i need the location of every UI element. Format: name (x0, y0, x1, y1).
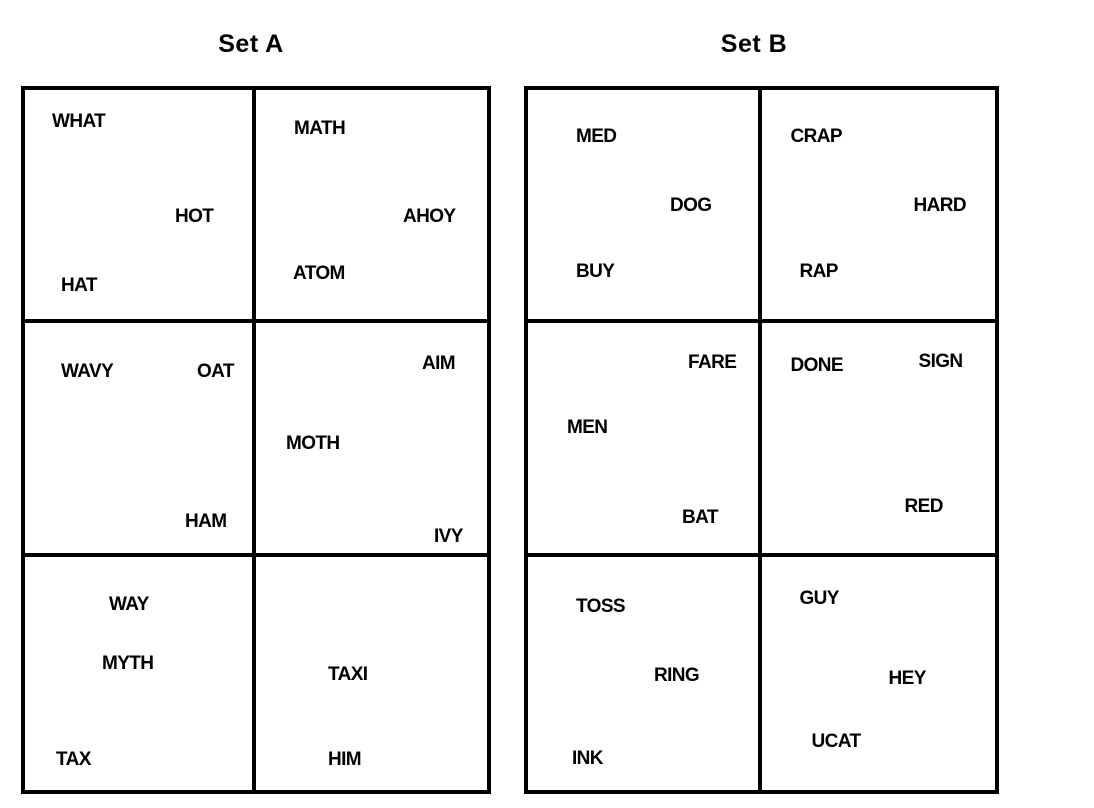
word: WHAT (52, 111, 106, 132)
set-a-cell (256, 557, 487, 790)
set-a-cell (25, 557, 256, 790)
word: HOT (175, 206, 214, 227)
word: FARE (688, 352, 737, 374)
word: HARD (913, 195, 966, 216)
word: HIM (328, 748, 362, 770)
word: WAVY (61, 361, 114, 383)
set-a-cell (25, 323, 256, 556)
word: GUY (799, 587, 839, 609)
word: IVY (434, 526, 463, 548)
word: MEN (567, 417, 608, 439)
word: RAP (799, 261, 838, 282)
word: MATH (294, 118, 346, 139)
word: MED (576, 126, 617, 147)
set-a-grid (21, 86, 491, 794)
word: TAXI (328, 663, 368, 685)
set-b-title: Set B (720, 30, 788, 58)
word: INK (572, 747, 603, 769)
word: BAT (682, 507, 718, 529)
word: AIM (422, 353, 456, 375)
set-b-cell (528, 557, 762, 790)
word: OAT (197, 361, 234, 383)
set-b-cell (528, 90, 762, 323)
set-b-cell (762, 557, 996, 790)
word: AHOY (403, 206, 456, 227)
word: DONE (790, 355, 843, 377)
set-b-cell (762, 90, 996, 323)
word: HAT (61, 275, 97, 296)
set-b-grid (524, 86, 999, 794)
set-a-cell (25, 90, 256, 323)
word: ATOM (293, 263, 345, 284)
word: HEY (888, 667, 926, 689)
word: MOTH (286, 433, 340, 455)
word: DOG (670, 195, 712, 216)
word: MYTH (102, 652, 154, 674)
word: RING (654, 664, 700, 686)
word: TAX (56, 748, 91, 770)
word: BUY (576, 261, 615, 282)
word: HAM (185, 511, 227, 533)
word: WAY (109, 593, 149, 615)
word: SIGN (918, 351, 963, 373)
word: CRAP (790, 126, 842, 147)
word: TOSS (576, 595, 625, 617)
set-b-cell (528, 323, 762, 556)
word: RED (904, 496, 943, 518)
set-b-cell (762, 323, 996, 556)
word: UCAT (811, 730, 861, 752)
set-a-cell (256, 323, 487, 556)
set-a-title: Set A (218, 30, 284, 58)
set-a-cell (256, 90, 487, 323)
